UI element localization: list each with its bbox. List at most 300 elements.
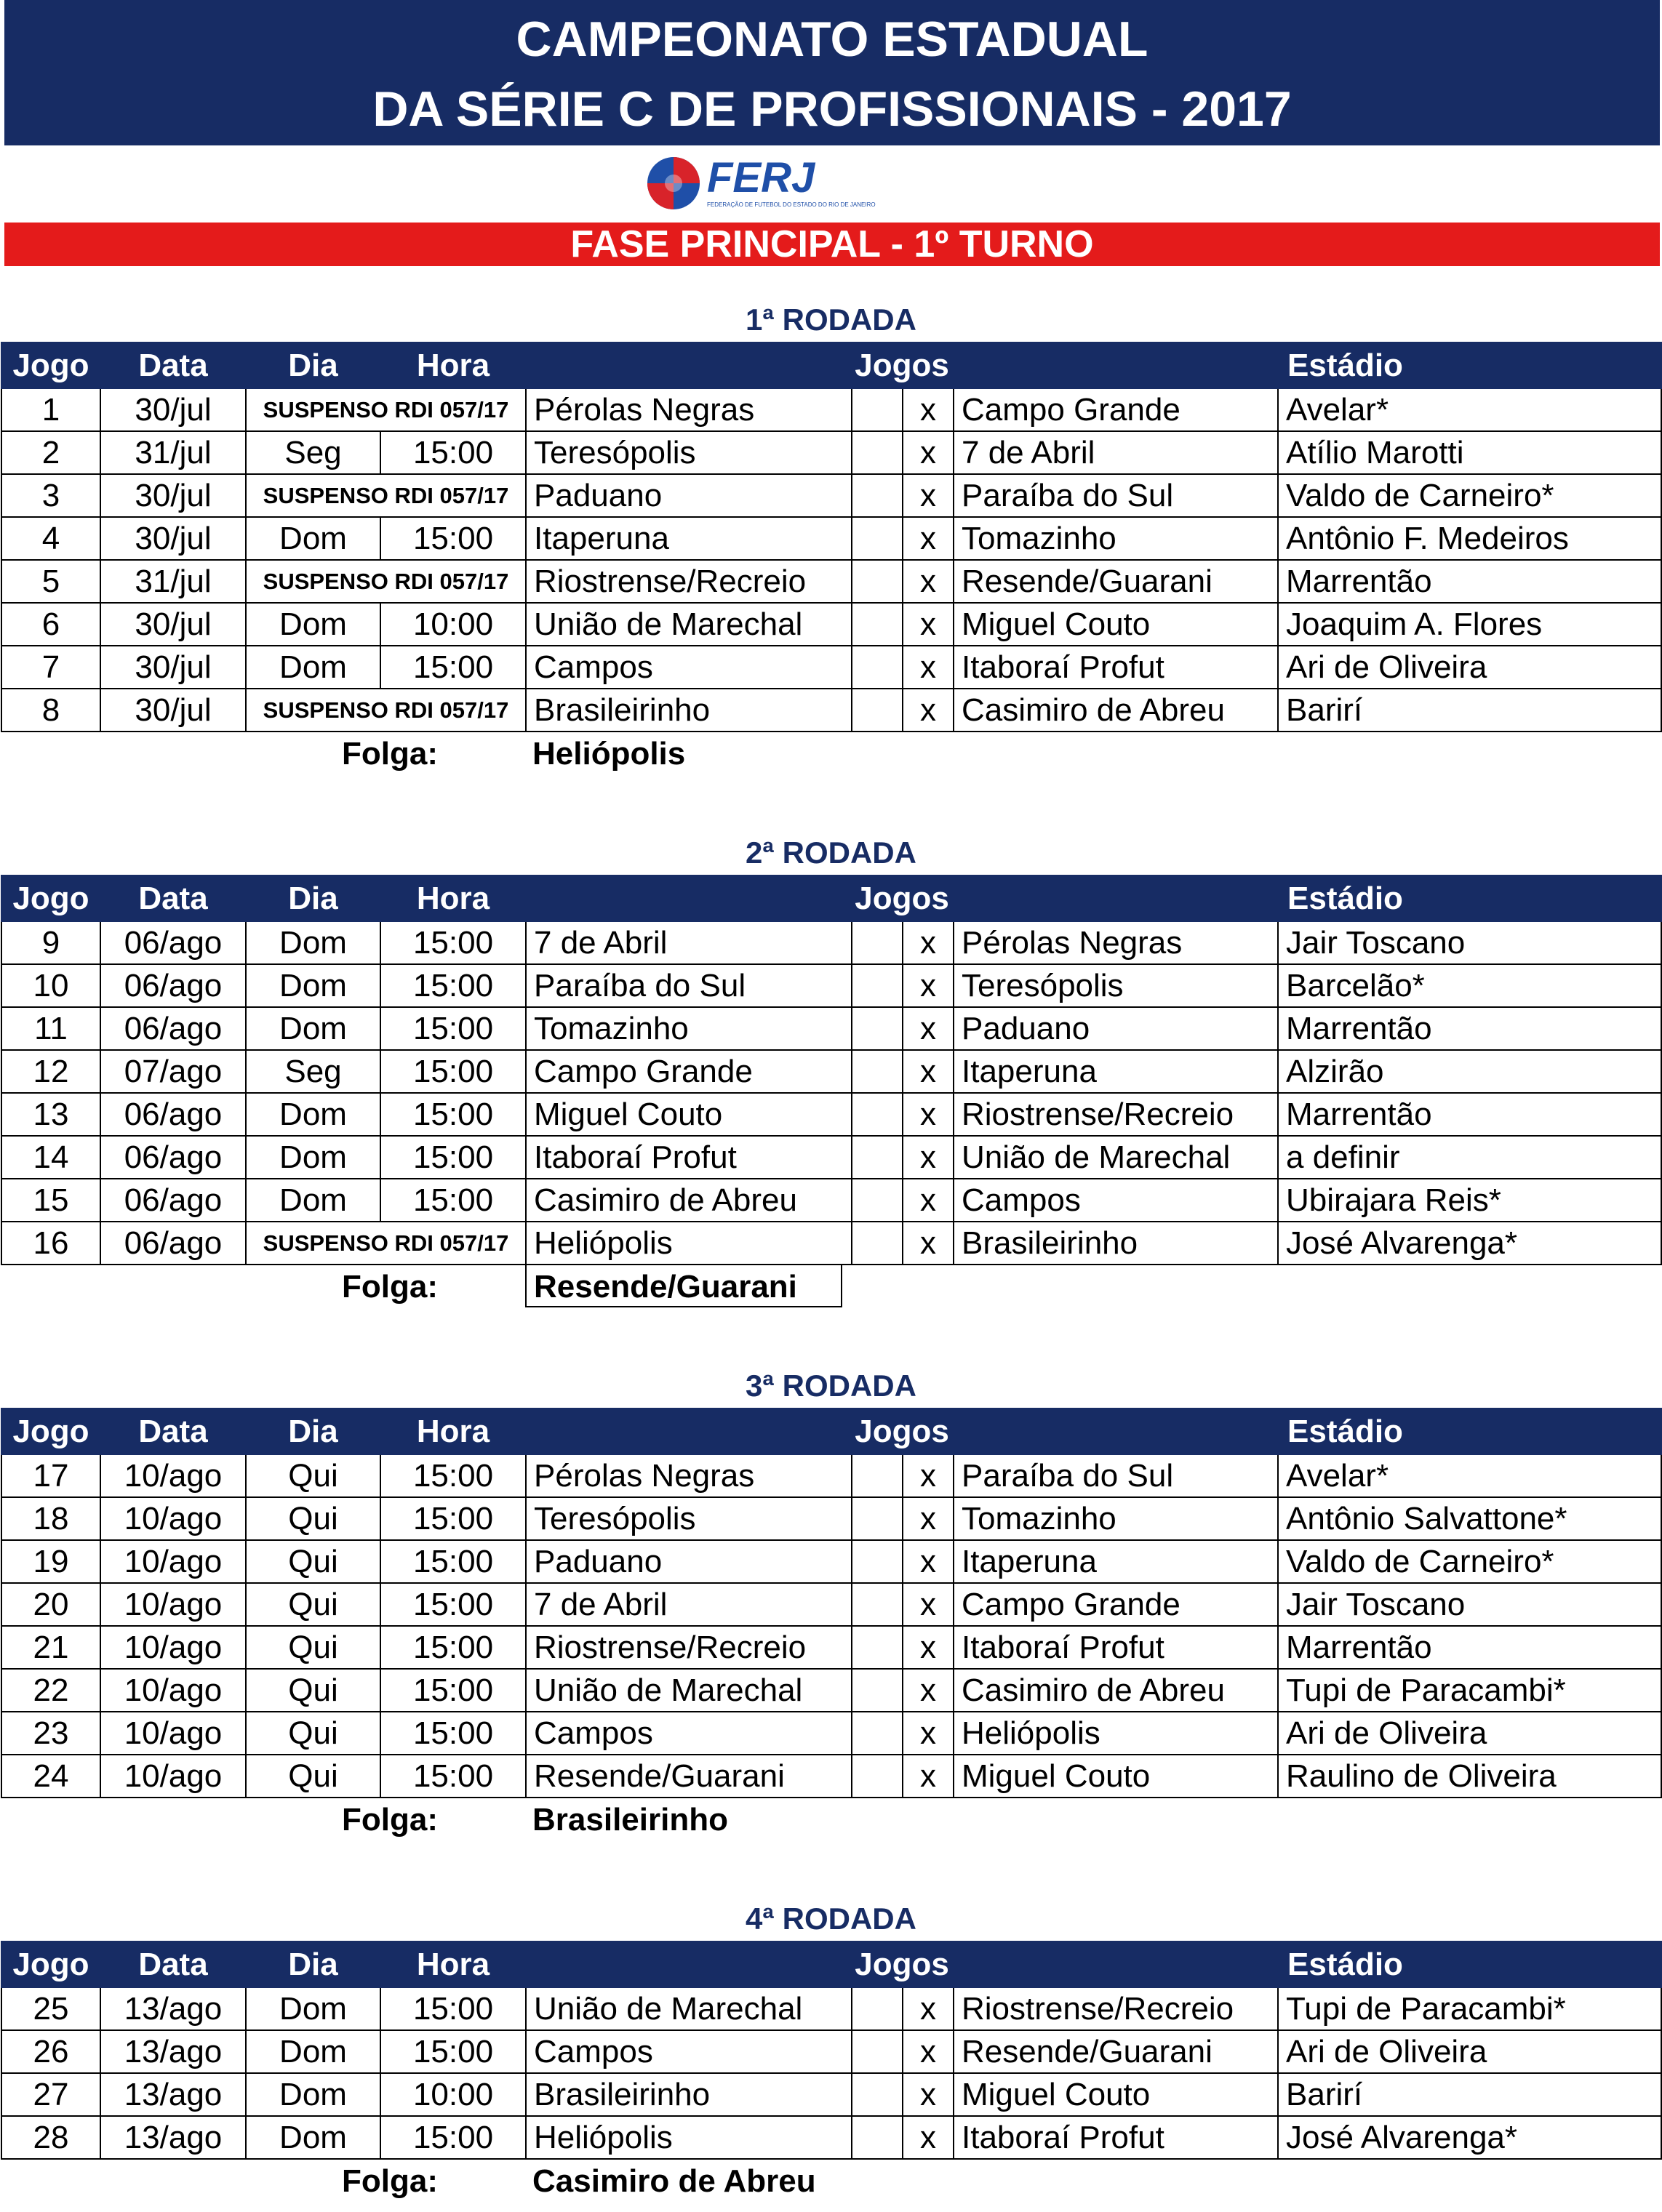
folga-team: Brasileirinho xyxy=(532,1802,728,1838)
col-hora-header: Hora xyxy=(380,342,526,388)
home-team: Teresópolis xyxy=(526,1497,852,1540)
game-weekday: Dom xyxy=(246,646,380,689)
game-weekday: Dom xyxy=(246,1987,380,2030)
game-time: 15:00 xyxy=(380,431,526,474)
spacer-cell xyxy=(852,1583,903,1626)
game-weekday: Seg xyxy=(246,1050,380,1093)
game-weekday: Dom xyxy=(246,1136,380,1179)
game-date: 10/ago xyxy=(100,1497,246,1540)
game-number: 9 xyxy=(1,921,100,964)
versus-mark: x xyxy=(903,2116,954,2159)
away-team: Itaboraí Profut xyxy=(954,646,1278,689)
folga-row xyxy=(0,1798,1662,1843)
game-date: 06/ago xyxy=(100,964,246,1007)
home-team: Resende/Guarani xyxy=(526,1755,852,1798)
spacer-cell xyxy=(852,388,903,431)
stadium: Jair Toscano xyxy=(1278,1583,1661,1626)
col-data-header: Data xyxy=(100,342,246,388)
home-team: Tomazinho xyxy=(526,1007,852,1050)
game-row xyxy=(1,646,1661,689)
away-team: Resende/Guarani xyxy=(954,560,1278,603)
versus-mark: x xyxy=(903,921,954,964)
versus-mark: x xyxy=(903,1454,954,1497)
home-team: Teresópolis xyxy=(526,431,852,474)
away-team: Itaboraí Profut xyxy=(954,1626,1278,1669)
stadium: Antônio F. Medeiros xyxy=(1278,517,1661,560)
home-team: Brasileirinho xyxy=(526,689,852,732)
game-date: 13/ago xyxy=(100,1987,246,2030)
home-team: 7 de Abril xyxy=(526,1583,852,1626)
home-team: 7 de Abril xyxy=(526,921,852,964)
logo-wordmark: FERJ xyxy=(707,154,815,201)
stadium: Barirí xyxy=(1278,2073,1661,2116)
header-row xyxy=(1,875,1661,921)
col-dia-header: Dia xyxy=(246,1408,380,1454)
home-team: Campos xyxy=(526,2030,852,2073)
stadium: Avelar* xyxy=(1278,388,1661,431)
stadium: Antônio Salvattone* xyxy=(1278,1497,1661,1540)
col-data-header: Data xyxy=(100,1941,246,1987)
logo-subtext: FEDERAÇÃO DE FUTEBOL DO ESTADO DO RIO DE JANEIRO xyxy=(707,201,876,208)
col-estadio-header: Estádio xyxy=(1278,1408,1661,1454)
spacer-cell xyxy=(852,1755,903,1798)
away-team: 7 de Abril xyxy=(954,431,1278,474)
game-row xyxy=(1,1755,1661,1798)
away-team: Paraíba do Sul xyxy=(954,474,1278,517)
home-team: Brasileirinho xyxy=(526,2073,852,2116)
versus-mark: x xyxy=(903,603,954,646)
spacer-cell xyxy=(852,689,903,732)
home-team: Riostrense/Recreio xyxy=(526,1626,852,1669)
spacer-cell xyxy=(852,964,903,1007)
away-team: Tomazinho xyxy=(954,517,1278,560)
col-jogos-header: Jogos xyxy=(526,875,1278,921)
game-time: 15:00 xyxy=(380,1454,526,1497)
game-time: 15:00 xyxy=(380,1712,526,1755)
versus-mark: x xyxy=(903,1626,954,1669)
game-status: SUSPENSO RDI 057/17 xyxy=(246,388,526,431)
stadium: José Alvarenga* xyxy=(1278,2116,1661,2159)
spacer-cell xyxy=(852,2030,903,2073)
game-time: 15:00 xyxy=(380,964,526,1007)
game-number: 23 xyxy=(1,1712,100,1755)
versus-mark: x xyxy=(903,1712,954,1755)
versus-mark: x xyxy=(903,560,954,603)
folga-label: Folga: xyxy=(342,1269,438,1305)
round-section xyxy=(0,831,1662,1310)
game-number: 14 xyxy=(1,1136,100,1179)
away-team: Paduano xyxy=(954,1007,1278,1050)
schedule-table xyxy=(1,1408,1662,1798)
game-status: SUSPENSO RDI 057/17 xyxy=(246,689,526,732)
home-team: União de Marechal xyxy=(526,1987,852,2030)
game-number: 1 xyxy=(1,388,100,431)
game-number: 11 xyxy=(1,1007,100,1050)
game-time: 15:00 xyxy=(380,1626,526,1669)
game-row xyxy=(1,2073,1661,2116)
game-row xyxy=(1,474,1661,517)
game-number: 4 xyxy=(1,517,100,560)
home-team: Casimiro de Abreu xyxy=(526,1179,852,1222)
stadium: Atílio Marotti xyxy=(1278,431,1661,474)
stadium: Marrentão xyxy=(1278,1093,1661,1136)
game-row xyxy=(1,1179,1661,1222)
game-weekday: Qui xyxy=(246,1755,380,1798)
home-team: Campos xyxy=(526,646,852,689)
round-section xyxy=(0,1897,1662,2205)
game-number: 27 xyxy=(1,2073,100,2116)
game-date: 06/ago xyxy=(100,1093,246,1136)
spacer-cell xyxy=(852,1222,903,1265)
game-time: 15:00 xyxy=(380,1179,526,1222)
game-row xyxy=(1,1093,1661,1136)
game-date: 06/ago xyxy=(100,1179,246,1222)
spacer-cell xyxy=(852,1669,903,1712)
stadium: Barcelão* xyxy=(1278,964,1661,1007)
folga-row xyxy=(0,732,1662,777)
home-team: Campo Grande xyxy=(526,1050,852,1093)
game-row xyxy=(1,431,1661,474)
away-team: Riostrense/Recreio xyxy=(954,1093,1278,1136)
spacer-cell xyxy=(852,1626,903,1669)
stadium: Tupi de Paracambi* xyxy=(1278,1669,1661,1712)
round-title: 3ª RODADA xyxy=(746,1369,916,1403)
stadium: Marrentão xyxy=(1278,560,1661,603)
game-date: 07/ago xyxy=(100,1050,246,1093)
spacer-cell xyxy=(852,474,903,517)
home-team: Paraíba do Sul xyxy=(526,964,852,1007)
game-row xyxy=(1,1712,1661,1755)
round-title: 2ª RODADA xyxy=(746,835,916,870)
versus-mark: x xyxy=(903,689,954,732)
away-team: Casimiro de Abreu xyxy=(954,689,1278,732)
game-row xyxy=(1,921,1661,964)
game-row xyxy=(1,517,1661,560)
game-date: 31/jul xyxy=(100,431,246,474)
versus-mark: x xyxy=(903,1179,954,1222)
game-time: 15:00 xyxy=(380,1050,526,1093)
game-weekday: Qui xyxy=(246,1497,380,1540)
versus-mark: x xyxy=(903,646,954,689)
versus-mark: x xyxy=(903,1540,954,1583)
game-row xyxy=(1,1050,1661,1093)
game-row xyxy=(1,1987,1661,2030)
versus-mark: x xyxy=(903,1007,954,1050)
col-dia-header: Dia xyxy=(246,342,380,388)
col-jogos-header: Jogos xyxy=(526,342,1278,388)
versus-mark: x xyxy=(903,1093,954,1136)
game-weekday: Qui xyxy=(246,1669,380,1712)
game-number: 26 xyxy=(1,2030,100,2073)
game-time: 15:00 xyxy=(380,517,526,560)
col-estadio-header: Estádio xyxy=(1278,342,1661,388)
game-number: 12 xyxy=(1,1050,100,1093)
away-team: Itaperuna xyxy=(954,1050,1278,1093)
phase-banner: FASE PRINCIPAL - 1º TURNO xyxy=(4,223,1660,266)
versus-mark: x xyxy=(903,1669,954,1712)
game-status: SUSPENSO RDI 057/17 xyxy=(246,560,526,603)
game-time: 15:00 xyxy=(380,2030,526,2073)
title-line-1: CAMPEONATO ESTADUAL xyxy=(516,12,1148,67)
away-team: Campos xyxy=(954,1179,1278,1222)
game-date: 13/ago xyxy=(100,2073,246,2116)
game-weekday: Qui xyxy=(246,1454,380,1497)
game-row xyxy=(1,1007,1661,1050)
stadium: José Alvarenga* xyxy=(1278,1222,1661,1265)
game-weekday: Qui xyxy=(246,1712,380,1755)
spacer-cell xyxy=(852,1136,903,1179)
game-number: 7 xyxy=(1,646,100,689)
versus-mark: x xyxy=(903,1136,954,1179)
game-row xyxy=(1,603,1661,646)
home-team: União de Marechal xyxy=(526,1669,852,1712)
game-row xyxy=(1,1669,1661,1712)
game-time: 15:00 xyxy=(380,1669,526,1712)
game-time: 15:00 xyxy=(380,1755,526,1798)
game-date: 30/jul xyxy=(100,689,246,732)
away-team: Itaperuna xyxy=(954,1540,1278,1583)
game-number: 3 xyxy=(1,474,100,517)
away-team: Riostrense/Recreio xyxy=(954,1987,1278,2030)
versus-mark: x xyxy=(903,388,954,431)
game-weekday: Dom xyxy=(246,964,380,1007)
header-row xyxy=(1,1408,1661,1454)
game-row xyxy=(1,1222,1661,1265)
versus-mark: x xyxy=(903,2030,954,2073)
game-row xyxy=(1,1583,1661,1626)
game-time: 10:00 xyxy=(380,2073,526,2116)
game-weekday: Dom xyxy=(246,603,380,646)
folga-row xyxy=(0,1265,1662,1310)
game-date: 10/ago xyxy=(100,1712,246,1755)
game-row xyxy=(1,1497,1661,1540)
game-row xyxy=(1,1626,1661,1669)
stadium: Jair Toscano xyxy=(1278,921,1661,964)
spacer-cell xyxy=(852,431,903,474)
game-row xyxy=(1,388,1661,431)
versus-mark: x xyxy=(903,1583,954,1626)
folga-label: Folga: xyxy=(342,1802,438,1838)
versus-mark: x xyxy=(903,474,954,517)
stadium: Ari de Oliveira xyxy=(1278,1712,1661,1755)
spacer-cell xyxy=(852,1179,903,1222)
game-time: 15:00 xyxy=(380,1583,526,1626)
game-number: 24 xyxy=(1,1755,100,1798)
col-jogo-header: Jogo xyxy=(1,875,100,921)
game-row xyxy=(1,1540,1661,1583)
ferj-logo xyxy=(644,151,892,212)
stadium: Alzirão xyxy=(1278,1050,1661,1093)
game-date: 10/ago xyxy=(100,1626,246,1669)
game-weekday: Dom xyxy=(246,2073,380,2116)
versus-mark: x xyxy=(903,2073,954,2116)
game-date: 06/ago xyxy=(100,1007,246,1050)
game-time: 15:00 xyxy=(380,1007,526,1050)
home-team: Itaperuna xyxy=(526,517,852,560)
away-team: Miguel Couto xyxy=(954,2073,1278,2116)
game-date: 30/jul xyxy=(100,603,246,646)
game-time: 15:00 xyxy=(380,1136,526,1179)
home-team: União de Marechal xyxy=(526,603,852,646)
versus-mark: x xyxy=(903,517,954,560)
stadium: Avelar* xyxy=(1278,1454,1661,1497)
col-jogo-header: Jogo xyxy=(1,1408,100,1454)
game-status: SUSPENSO RDI 057/17 xyxy=(246,474,526,517)
game-number: 10 xyxy=(1,964,100,1007)
game-weekday: Qui xyxy=(246,1626,380,1669)
away-team: Miguel Couto xyxy=(954,603,1278,646)
game-number: 17 xyxy=(1,1454,100,1497)
versus-mark: x xyxy=(903,964,954,1007)
game-number: 13 xyxy=(1,1093,100,1136)
game-weekday: Qui xyxy=(246,1583,380,1626)
header-row xyxy=(1,342,1661,388)
game-status: SUSPENSO RDI 057/17 xyxy=(246,1222,526,1265)
away-team: Teresópolis xyxy=(954,964,1278,1007)
col-jogo-header: Jogo xyxy=(1,1941,100,1987)
game-time: 15:00 xyxy=(380,646,526,689)
home-team: Pérolas Negras xyxy=(526,1454,852,1497)
game-date: 13/ago xyxy=(100,2030,246,2073)
folga-row xyxy=(0,2160,1662,2205)
home-team: Paduano xyxy=(526,474,852,517)
game-date: 06/ago xyxy=(100,1136,246,1179)
game-date: 10/ago xyxy=(100,1583,246,1626)
game-weekday: Qui xyxy=(246,1540,380,1583)
folga-label: Folga: xyxy=(342,2163,438,2199)
spacer-cell xyxy=(852,603,903,646)
folga-team: Resende/Guarani xyxy=(525,1265,842,1307)
schedule-table xyxy=(1,875,1662,1265)
game-number: 2 xyxy=(1,431,100,474)
game-date: 30/jul xyxy=(100,517,246,560)
col-estadio-header: Estádio xyxy=(1278,1941,1661,1987)
game-date: 13/ago xyxy=(100,2116,246,2159)
game-date: 30/jul xyxy=(100,388,246,431)
game-weekday: Dom xyxy=(246,2030,380,2073)
spacer-cell xyxy=(852,1050,903,1093)
spacer-cell xyxy=(852,1497,903,1540)
away-team: Brasileirinho xyxy=(954,1222,1278,1265)
header-row xyxy=(1,1941,1661,1987)
title-line-2: DA SÉRIE C DE PROFISSIONAIS - 2017 xyxy=(372,81,1292,137)
stadium: Tupi de Paracambi* xyxy=(1278,1987,1661,2030)
home-team: Campos xyxy=(526,1712,852,1755)
versus-mark: x xyxy=(903,1497,954,1540)
stadium: Ari de Oliveira xyxy=(1278,646,1661,689)
game-weekday: Dom xyxy=(246,921,380,964)
spacer-cell xyxy=(852,2073,903,2116)
home-team: Pérolas Negras xyxy=(526,388,852,431)
game-date: 31/jul xyxy=(100,560,246,603)
game-date: 30/jul xyxy=(100,474,246,517)
versus-mark: x xyxy=(903,1987,954,2030)
versus-mark: x xyxy=(903,1222,954,1265)
game-date: 06/ago xyxy=(100,1222,246,1265)
col-hora-header: Hora xyxy=(380,875,526,921)
game-weekday: Dom xyxy=(246,1007,380,1050)
spacer-cell xyxy=(852,1987,903,2030)
game-time: 15:00 xyxy=(380,1497,526,1540)
game-number: 22 xyxy=(1,1669,100,1712)
versus-mark: x xyxy=(903,1755,954,1798)
stadium: Valdo de Carneiro* xyxy=(1278,1540,1661,1583)
game-weekday: Dom xyxy=(246,1093,380,1136)
stadium: Marrentão xyxy=(1278,1007,1661,1050)
spacer-cell xyxy=(852,1540,903,1583)
folga-label: Folga: xyxy=(342,736,438,772)
game-weekday: Dom xyxy=(246,2116,380,2159)
stadium: Raulino de Oliveira xyxy=(1278,1755,1661,1798)
away-team: Tomazinho xyxy=(954,1497,1278,1540)
away-team: Resende/Guarani xyxy=(954,2030,1278,2073)
game-weekday: Dom xyxy=(246,517,380,560)
away-team: Heliópolis xyxy=(954,1712,1278,1755)
game-time: 15:00 xyxy=(380,1093,526,1136)
game-number: 8 xyxy=(1,689,100,732)
versus-mark: x xyxy=(903,1050,954,1093)
game-number: 25 xyxy=(1,1987,100,2030)
home-team: Heliópolis xyxy=(526,1222,852,1265)
home-team: Heliópolis xyxy=(526,2116,852,2159)
spacer-cell xyxy=(852,560,903,603)
home-team: Riostrense/Recreio xyxy=(526,560,852,603)
col-jogos-header: Jogos xyxy=(526,1941,1278,1987)
game-number: 21 xyxy=(1,1626,100,1669)
game-row xyxy=(1,560,1661,603)
game-time: 10:00 xyxy=(380,603,526,646)
stadium: Valdo de Carneiro* xyxy=(1278,474,1661,517)
game-weekday: Dom xyxy=(246,1179,380,1222)
stadium: Joaquim A. Flores xyxy=(1278,603,1661,646)
game-number: 15 xyxy=(1,1179,100,1222)
away-team: Campo Grande xyxy=(954,388,1278,431)
spacer-cell xyxy=(852,921,903,964)
game-date: 10/ago xyxy=(100,1669,246,1712)
spacer-cell xyxy=(852,2116,903,2159)
game-row xyxy=(1,1136,1661,1179)
round-section xyxy=(0,1364,1662,1843)
game-row xyxy=(1,689,1661,732)
col-hora-header: Hora xyxy=(380,1408,526,1454)
spacer-cell xyxy=(852,1712,903,1755)
schedule-table xyxy=(1,1941,1662,2160)
away-team: Paraíba do Sul xyxy=(954,1454,1278,1497)
spacer-cell xyxy=(852,1007,903,1050)
versus-mark: x xyxy=(903,431,954,474)
col-dia-header: Dia xyxy=(246,875,380,921)
round-title: 1ª RODADA xyxy=(746,302,916,337)
col-data-header: Data xyxy=(100,875,246,921)
game-number: 6 xyxy=(1,603,100,646)
away-team: Miguel Couto xyxy=(954,1755,1278,1798)
col-jogo-header: Jogo xyxy=(1,342,100,388)
home-team: Itaboraí Profut xyxy=(526,1136,852,1179)
game-number: 16 xyxy=(1,1222,100,1265)
col-data-header: Data xyxy=(100,1408,246,1454)
round-section xyxy=(0,298,1662,777)
game-date: 10/ago xyxy=(100,1540,246,1583)
col-hora-header: Hora xyxy=(380,1941,526,1987)
game-row xyxy=(1,2030,1661,2073)
game-number: 5 xyxy=(1,560,100,603)
folga-team: Heliópolis xyxy=(532,736,686,772)
game-weekday: Seg xyxy=(246,431,380,474)
game-date: 06/ago xyxy=(100,921,246,964)
game-time: 15:00 xyxy=(380,1987,526,2030)
game-time: 15:00 xyxy=(380,2116,526,2159)
game-row xyxy=(1,964,1661,1007)
